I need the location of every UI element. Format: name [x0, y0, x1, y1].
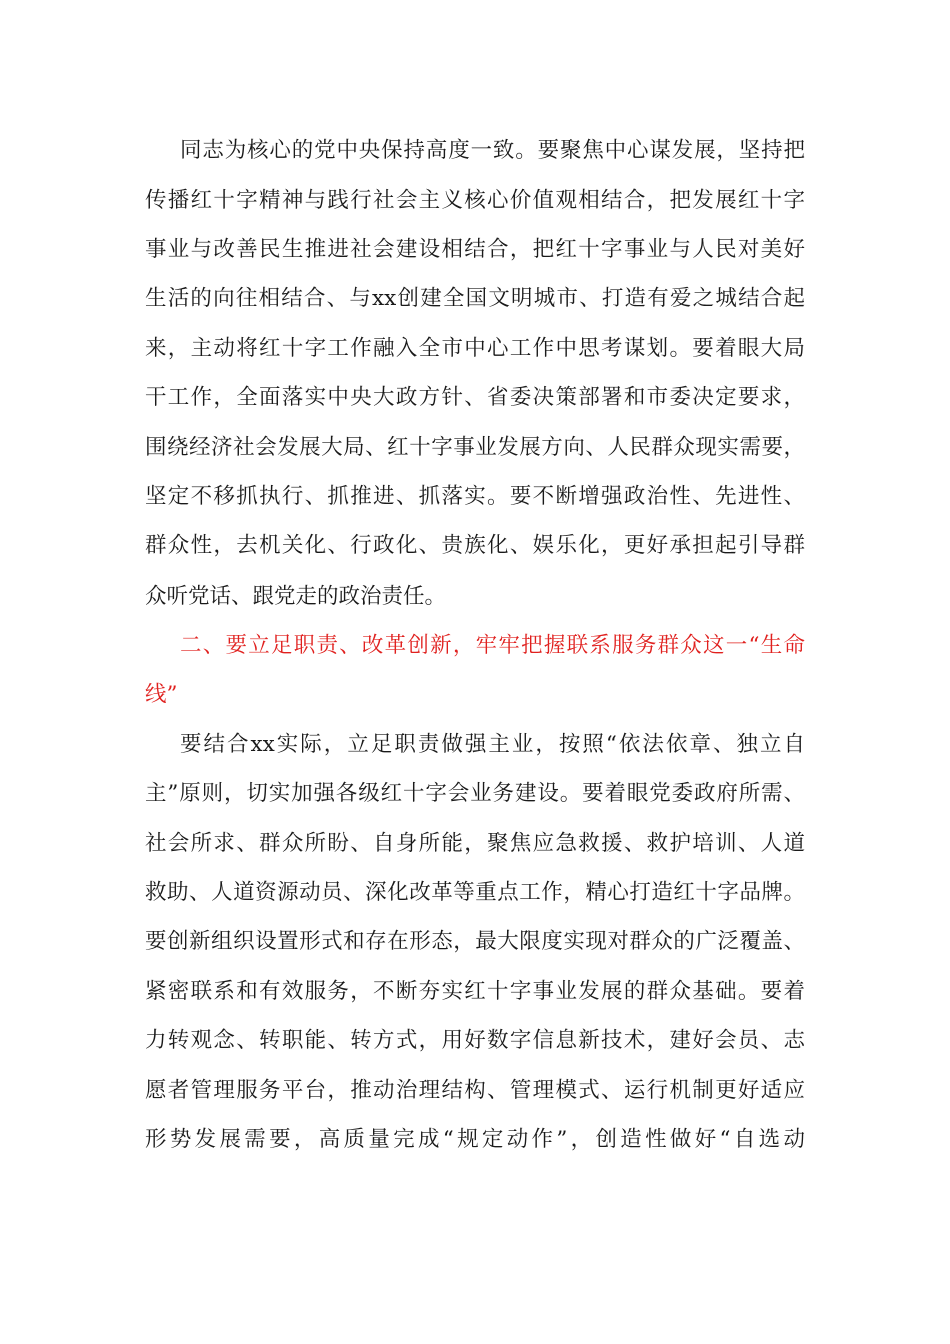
- paragraph-line: 群众性，去机关化、行政化、贵族化、娱乐化，更好承担起引导群: [145, 533, 805, 558]
- paragraph-line: 救助、人道资源动员、深化改革等重点工作，精心打造红十字品牌。: [145, 880, 805, 905]
- paragraph-line: 干工作，全面落实中央大政方针、省委决策部署和市委决定要求，: [145, 385, 805, 410]
- paragraph-line: 力转观念、转职能、转方式，用好数字信息新技术，建好会员、志: [145, 1028, 805, 1053]
- paragraph-line: 紧密联系和有效服务，不断夯实红十字事业发展的群众基础。要着: [145, 979, 805, 1004]
- paragraph-line: 传播红十字精神与践行社会主义核心价值观相结合，把发展红十字: [145, 188, 805, 213]
- paragraph-line: 要结合xx实际，立足职责做强主业，按照“依法依章、独立自: [180, 732, 805, 757]
- paragraph-line: 同志为核心的党中央保持高度一致。要聚焦中心谋发展，坚持把: [180, 138, 805, 163]
- section-heading-line: 二、要立足职责、改革创新，牢牢把握联系服务群众这一“生命: [180, 633, 805, 658]
- paragraph-line: 众听党话、跟党走的政治责任。: [145, 584, 447, 609]
- paragraph-line: 形势发展需要，高质量完成“规定动作”，创造性做好“自选动: [145, 1127, 805, 1152]
- paragraph-line: 主”原则，切实加强各级红十字会业务建设。要着眼党委政府所需、: [145, 781, 805, 806]
- paragraph-line: 愿者管理服务平台，推动治理结构、管理模式、运行机制更好适应: [145, 1078, 805, 1103]
- paragraph-line: 坚定不移抓执行、抓推进、抓落实。要不断增强政治性、先进性、: [145, 484, 805, 509]
- paragraph-line: 生活的向往相结合、与xx创建全国文明城市、打造有爱之城结合起: [145, 286, 805, 311]
- paragraph-line: 围绕经济社会发展大局、红十字事业发展方向、人民群众现实需要，: [145, 435, 805, 460]
- paragraph-line: 事业与改善民生推进社会建设相结合，把红十字事业与人民对美好: [145, 237, 805, 262]
- paragraph-line: 来，主动将红十字工作融入全市中心工作中思考谋划。要着眼大局: [145, 336, 805, 361]
- paragraph-line: 社会所求、群众所盼、自身所能，聚焦应急救援、救护培训、人道: [145, 831, 805, 856]
- paragraph-line: 要创新组织设置形式和存在形态，最大限度实现对群众的广泛覆盖、: [145, 929, 805, 954]
- section-heading-line: 线”: [145, 682, 178, 707]
